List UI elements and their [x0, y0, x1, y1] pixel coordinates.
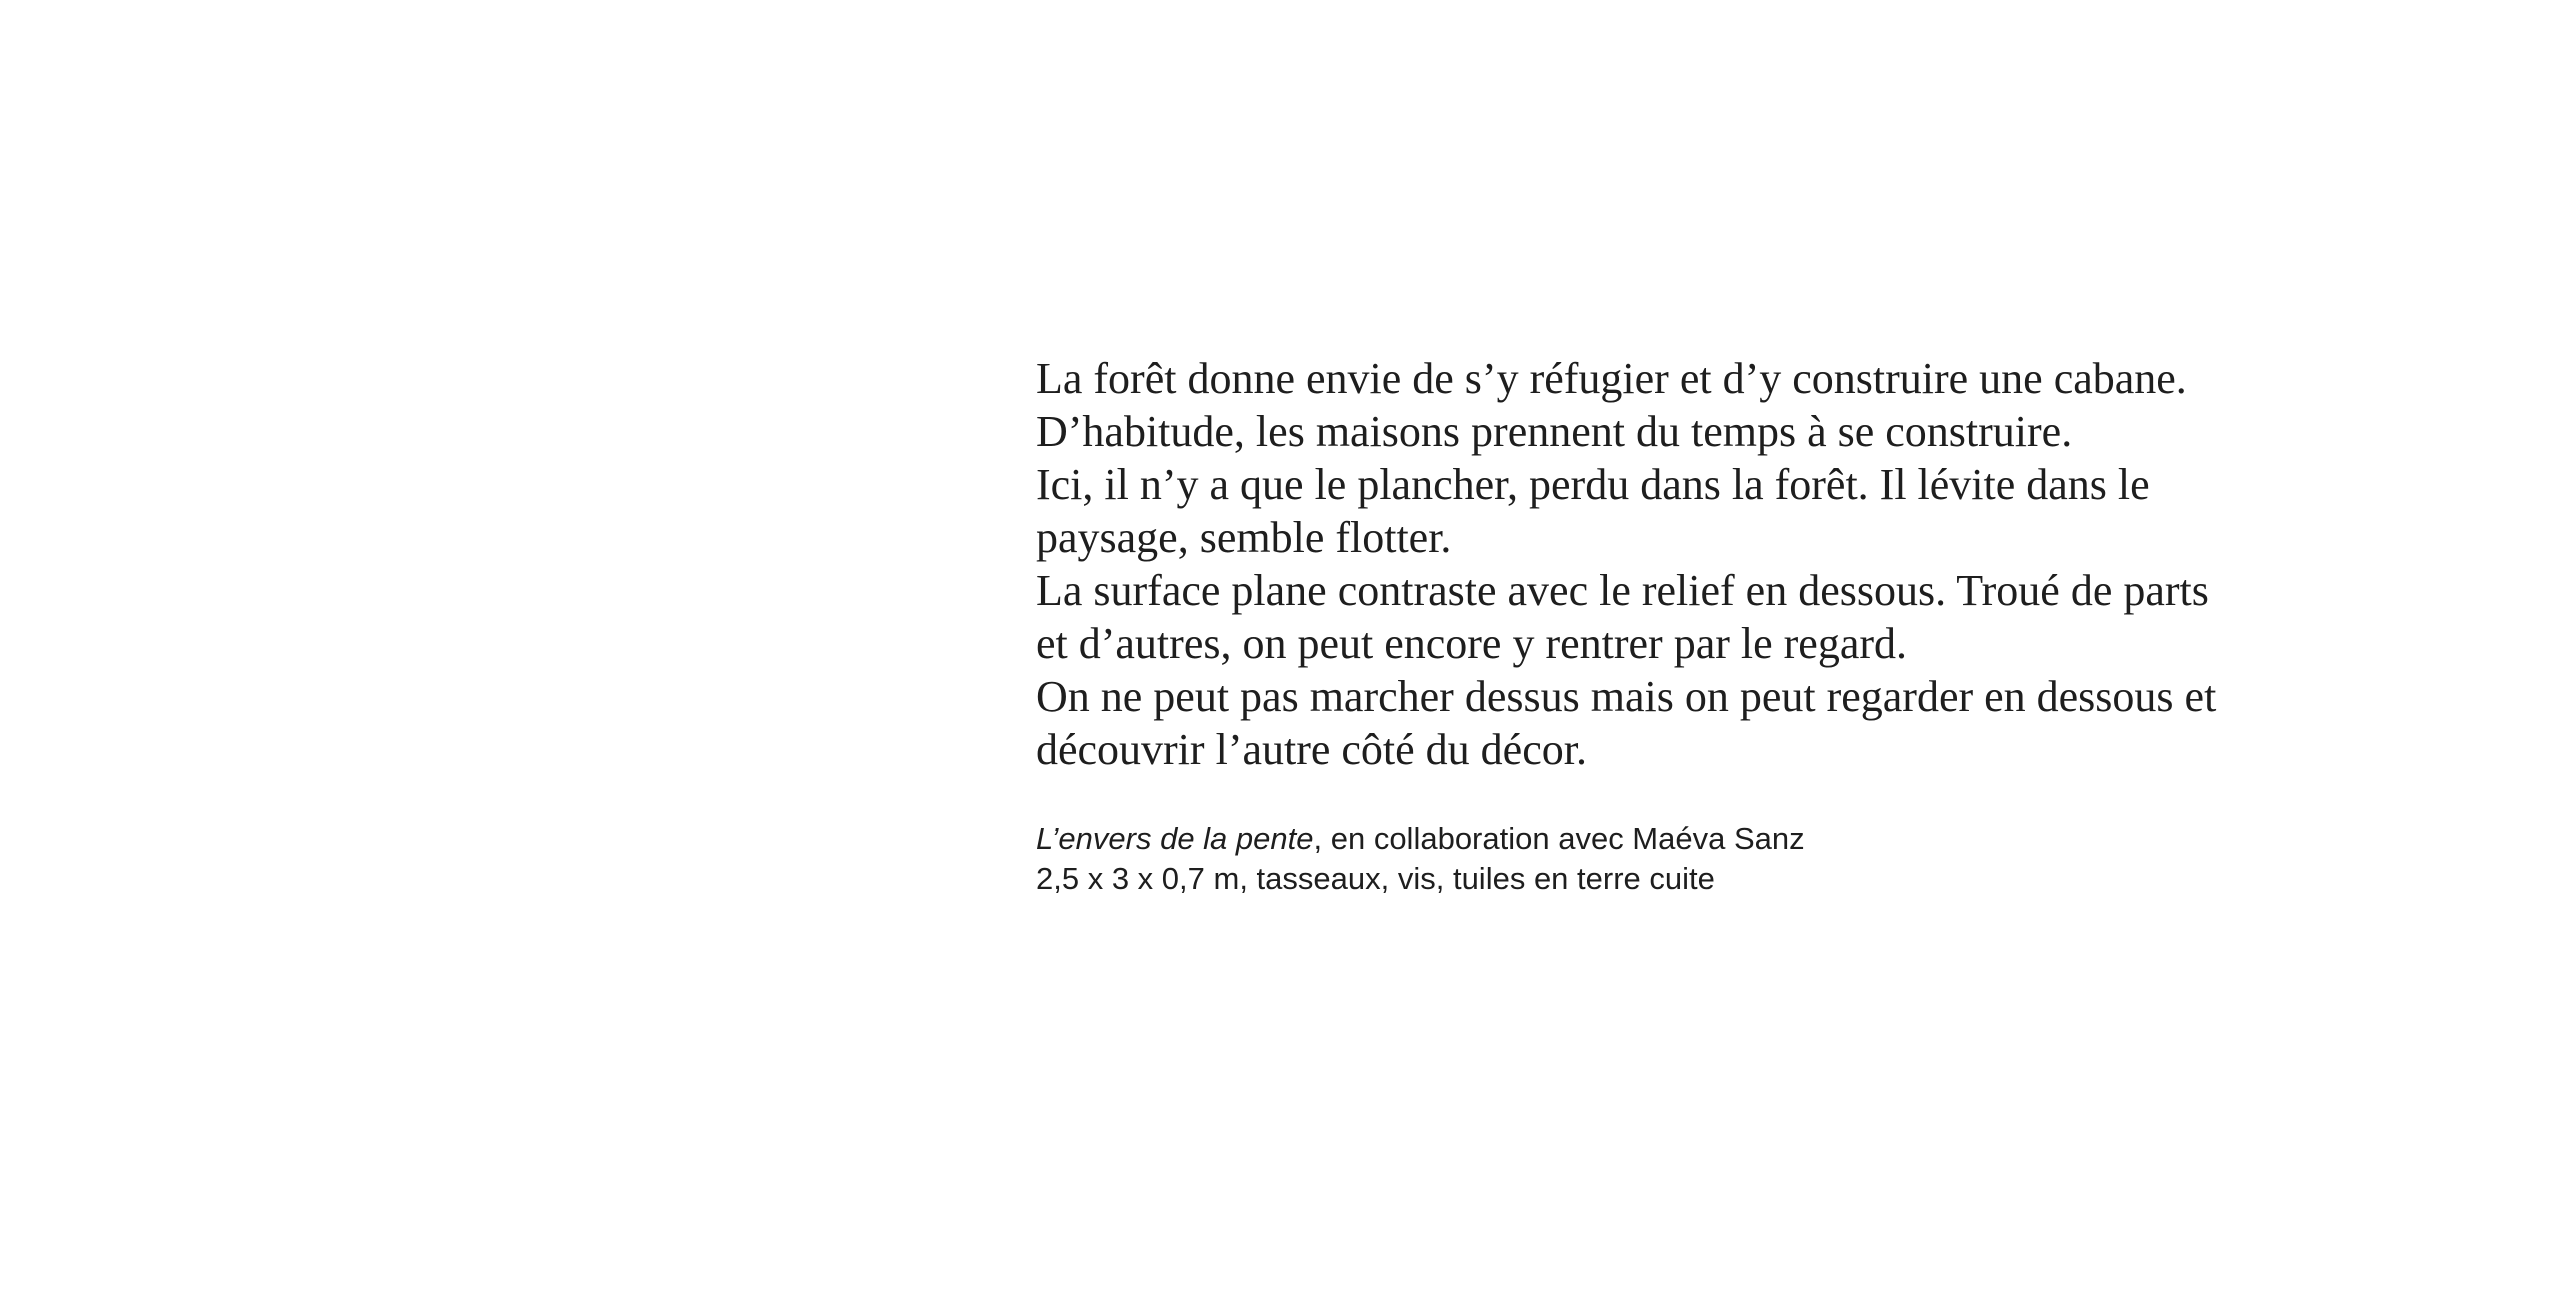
body-line: D’habitude, les maisons prennent du temps à se construire.	[1036, 407, 2073, 456]
body-line: et d’autres, on peut encore y rentrer par le regard.	[1036, 619, 1907, 668]
body-line: La forêt donne envie de s’y réfugier et d’y construire une cabane.	[1036, 354, 2187, 403]
artwork-credit: , en collaboration avec Maéva Sanz	[1313, 821, 1805, 856]
artwork-details: 2,5 x 3 x 0,7 m, tasseaux, vis, tuiles en terre cuite	[1036, 861, 1715, 896]
body-paragraph	[1036, 352, 2336, 776]
text-block	[1036, 352, 2336, 899]
body-line: découvrir l’autre côté du décor.	[1036, 725, 1587, 774]
body-line: paysage, semble flotter.	[1036, 513, 1452, 562]
body-line: La surface plane contraste avec le relief en dessous. Troué de parts	[1036, 566, 2209, 615]
caption-title-line	[1036, 819, 2336, 859]
body-line: On ne peut pas marcher dessus mais on peut regarder en dessous et	[1036, 672, 2217, 721]
body-line: Ici, il n’y a que le plancher, perdu dans la forêt. Il lévite dans le	[1036, 460, 2150, 509]
artwork-title: L’envers de la pente	[1036, 821, 1314, 856]
artwork-caption	[1036, 819, 2336, 899]
